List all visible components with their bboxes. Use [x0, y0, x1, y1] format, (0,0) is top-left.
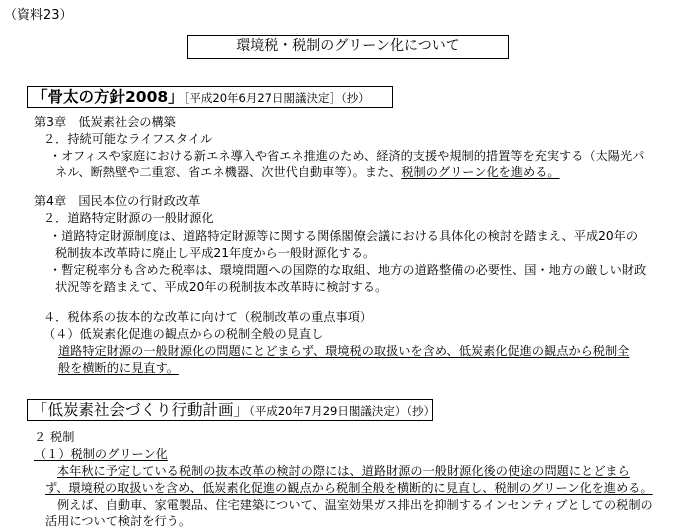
item4-line2-text: 般を横断的に見直す。 [58, 361, 179, 375]
bullet3-line2: 状況等を踏まえて、平成20年の税制抜本改革時に検討する。 [55, 280, 388, 294]
section1-heading: 「骨太の方針2008」 [32, 88, 184, 106]
section2-subheading: （平成20年7月29日閣議決定）（抄） [249, 404, 436, 418]
item2-road-funds: ２．道路特定財源の一般財源化 [43, 211, 214, 225]
section2-heading-box [27, 399, 436, 421]
chapter3-heading: 第3章 低炭素社会の構築 [34, 115, 176, 129]
bullet1-line2-text: ネル、断熱壁や二重窓、省エネ機器、次世代自動車等）。また、 [55, 165, 402, 179]
item4-subheading: （４）低炭素化促進の観点からの税制全般の見直し [43, 327, 324, 341]
bullet3-line1: ・暫定税率分も含めた税率は、環境問題への国際的な取組、地方の道路整備の必要性、国・地方の厳しい財政 [49, 263, 647, 277]
section2-item2-subheading [34, 446, 168, 462]
bullet1-line2-underlined: 税制のグリーン化を進める。 [401, 165, 560, 179]
document-label: （資料23） [4, 8, 73, 23]
section2-line2-text: ず、環境税の取扱いを含め、低炭素化促進の観点から税制全般を横断的に見直し、税制のグリーン化を進める。 [45, 481, 653, 495]
item2-lifestyle: ２．持続可能なライフスタイル [43, 132, 213, 146]
item4-line1-text: 道路特定財源の一般財源化の問題にとどまらず、環境税の取扱いを含め、低炭素化促進の観点から税制全 [58, 344, 630, 358]
section2-line1-text: 本年秋に予定している税制の抜本改革の検討の際には、道路財源の一般財源化後の使途の問題にとどまら [57, 464, 630, 478]
section2-line1 [57, 463, 630, 479]
section1-heading-box [27, 86, 393, 108]
item4-line2 [58, 360, 179, 376]
section2-item2: ２ 税制 [34, 430, 75, 444]
item4-line1 [58, 343, 629, 359]
bullet2-line1: ・道路特定財源制度は、道路特定財源等に関する関係閣僚会議における具体化の検討を踏まえ、平成20年の [49, 229, 639, 243]
section2-item2-sub-text: （１）税制のグリーン化 [34, 447, 168, 461]
bullet1-line2 [55, 164, 560, 180]
bullet2-line2: 税制抜本改革時に廃止し平成21年度から一般財源化する。 [55, 246, 376, 260]
item4-heading: ４．税体系の抜本的な改革に向けて（税制改革の重点事項） [43, 310, 373, 324]
section2-line3: 例えば、自動車、家電製品、住宅建築について、温室効果ガス排出を抑制するインセンティブとしての税制の [57, 498, 653, 512]
bullet1-line1: ・オフィスや家庭における新エネ導入や省エネ推進のため、経済的支援や規制的措置等を充実する（太陽光パ [49, 149, 645, 163]
page-title: 環境税・税制のグリーン化について [187, 35, 509, 59]
section2-line2 [45, 480, 653, 496]
section1-subheading: ［平成20年6月27日閣議決定］（抄） [183, 91, 370, 105]
chapter4-heading: 第4章 国民本位の行財政改革 [34, 194, 201, 208]
section2-heading: 「低炭素社会づくり行動計画」 [32, 401, 250, 419]
section2-line4: 活用について検討を行う。 [45, 514, 192, 528]
